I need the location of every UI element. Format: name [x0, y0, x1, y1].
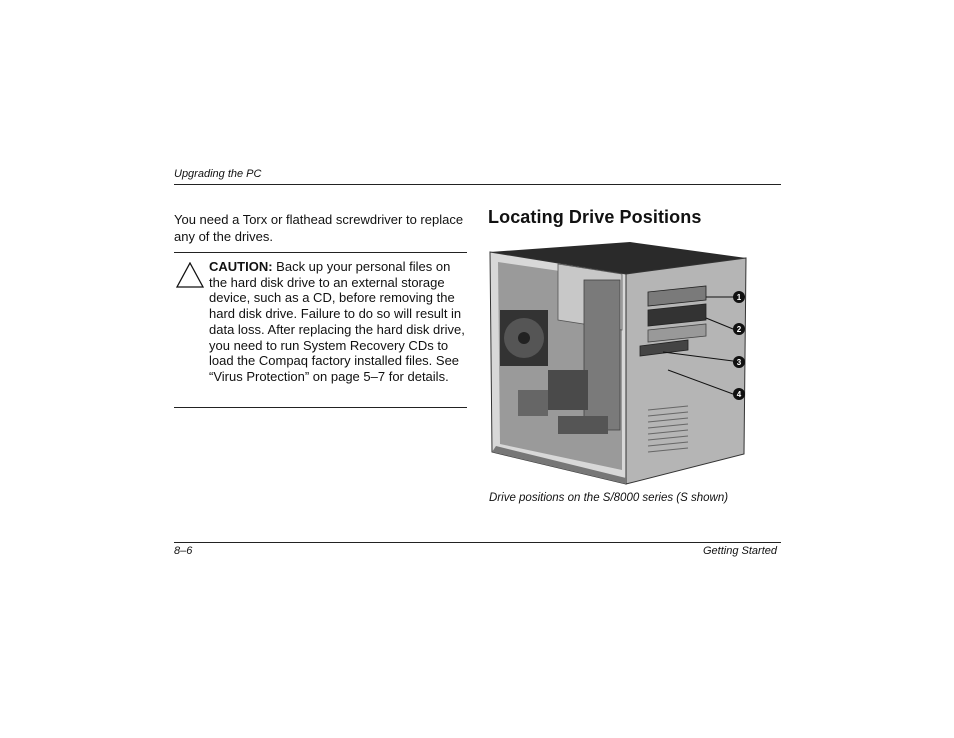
header-rule	[174, 184, 781, 185]
caution-rule-top	[174, 252, 467, 253]
section-title: Locating Drive Positions	[488, 207, 702, 227]
motherboard-component	[548, 370, 588, 410]
caution-body: Back up your personal files on the hard disk drive to an external storage device, such as a CD, before removing the hard disk drive. Failure to do so will result in data loss. After replacing the hard disk drive, you need to run System Recovery CDs to load the Compaq factory installed files. See “Virus Protection” on page 5–7 for details.	[209, 259, 465, 384]
caution-label: CAUTION:	[209, 259, 273, 274]
figure-caption: Drive positions on the S/8000 series (S shown)	[489, 492, 729, 504]
fan-hub	[518, 332, 530, 344]
svg-text:3: 3	[736, 358, 742, 367]
caution-box	[174, 252, 467, 408]
caution-text	[209, 259, 466, 385]
expansion-card	[518, 390, 548, 416]
callout-4	[733, 388, 745, 400]
intro-paragraph: You need a Torx or flathead screwdriver to replace any of the drives.	[174, 212, 464, 244]
svg-text:2: 2	[736, 325, 742, 334]
running-header: Upgrading the PC	[174, 168, 262, 180]
callout-1	[733, 291, 745, 303]
svg-text:1: 1	[736, 293, 742, 302]
svg-text:4: 4	[736, 390, 742, 399]
caution-rule-bottom	[174, 407, 467, 408]
callout-3	[733, 356, 745, 368]
memory-slot	[558, 416, 608, 434]
drive-cage	[584, 280, 620, 430]
page-number: 8–6	[174, 545, 193, 557]
callout-2	[733, 323, 745, 335]
caution-triangle-icon	[176, 262, 204, 288]
book-title: Getting Started	[703, 545, 777, 557]
pc-tower-drive-figure	[488, 240, 750, 486]
footer-rule	[174, 542, 781, 543]
